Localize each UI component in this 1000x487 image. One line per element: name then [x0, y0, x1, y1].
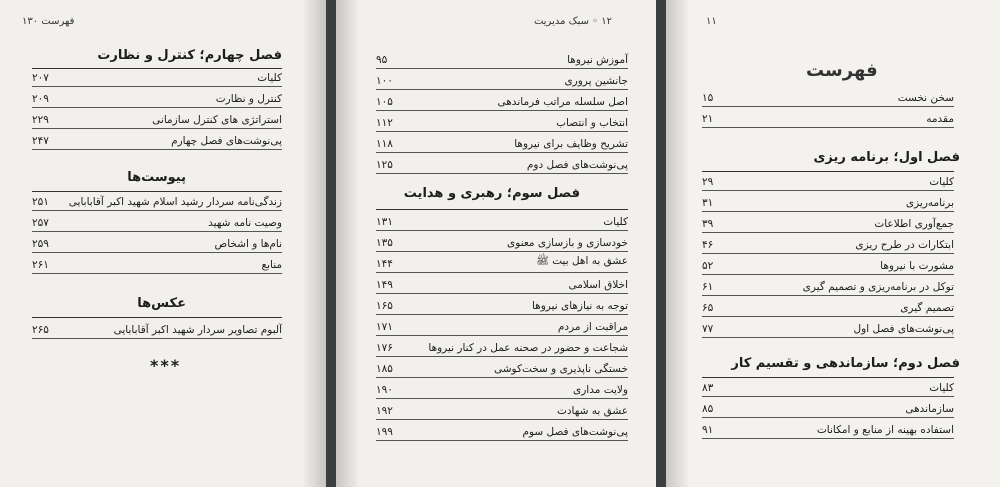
chapter-2-title: فصل دوم؛ سازماندهی و تقسیم کار [731, 356, 960, 371]
toc-row [376, 252, 628, 273]
toc-row [376, 336, 628, 357]
toc-entry-label: انتخاب و انتصاب [556, 117, 628, 129]
toc-entry-label: عشق به شهادت [556, 405, 628, 417]
toc-entry-label: مقدمه [926, 113, 954, 125]
toc-row [702, 275, 954, 296]
toc-page-number: ۱۰۰ [376, 75, 393, 87]
toc-entry-label: منابع [261, 259, 282, 271]
page-gutter-shadow [302, 0, 326, 487]
page-gutter-shadow [336, 0, 360, 487]
toc-entry-label: خستگی ناپذیری و سخت‌کوشی [493, 363, 628, 375]
toc-page-number: ۱۷۶ [376, 342, 393, 354]
page-gutter-shadow [666, 0, 690, 487]
toc-page-number: ۲۶۵ [32, 324, 49, 336]
toc-page-number: ۱۹۰ [376, 384, 393, 396]
toc-page-number: ۱۰۵ [376, 96, 393, 108]
toc-entry-label: ولایت مداری [573, 384, 628, 396]
toc-row [32, 87, 282, 108]
toc-entry-label: اصل سلسله مراتب فرماندهی [497, 96, 628, 108]
toc-page-number: ۱۳۱ [376, 216, 393, 228]
toc-entry-label: تصمیم گیری [900, 302, 954, 314]
middle-page [336, 0, 656, 487]
toc-entry-label: سخن نخست [897, 92, 954, 104]
running-head: ۱۲ ◦ سبک مدیریت [533, 16, 612, 27]
toc-row [376, 111, 628, 132]
toc-row [376, 315, 628, 336]
toc-entry-label: مراقبت از مردم [557, 321, 628, 333]
toc-page-number: ۹۱ [702, 424, 714, 436]
page-title: فهرست [806, 60, 878, 81]
toc-page-number: ۱۴۹ [376, 279, 393, 291]
toc-page-number: ۱۵ [702, 92, 714, 104]
toc-page-number: ۱۹۲ [376, 405, 393, 417]
toc-entry-label: کلیات [929, 176, 954, 188]
toc-entry-label: ابتکارات در طرح ریزی [855, 239, 954, 251]
toc-row [376, 231, 628, 252]
toc-row [32, 66, 282, 87]
toc-page-number: ۲۱ [702, 113, 714, 125]
toc-page-number: ۷۷ [702, 323, 714, 335]
toc-row [702, 86, 954, 107]
chapter-4-title: فصل چهارم؛ کنترل و نظارت [97, 48, 282, 63]
toc-entry-label: توکل در برنامه‌ریزی و تصمیم گیری [802, 281, 954, 293]
toc-page-number: ۱۱۲ [376, 117, 393, 129]
toc-row [376, 399, 628, 420]
toc-page-number: ۲۵۱ [32, 196, 49, 208]
toc-entry-label: استفاده بهینه از منابع و امکانات [816, 424, 954, 436]
toc-row [376, 357, 628, 378]
end-mark: *** [150, 356, 182, 375]
toc-page-number: ۱۸۵ [376, 363, 393, 375]
toc-entry-label: مشورت با نیروها [880, 260, 954, 272]
toc-entry-label: پی‌نوشت‌های فصل چهارم [171, 135, 282, 147]
toc-entry-label: کلیات [603, 216, 628, 228]
chapter-3-title: فصل سوم؛ رهبری و هدایت [403, 186, 580, 201]
toc-entry-label: آلبوم تصاویر سردار شهید اکبر آقابابایی [113, 324, 282, 336]
toc-entry-label: کنترل و نظارت [215, 93, 282, 105]
toc-entry-label: جانشین پروری [564, 75, 628, 87]
toc-page-number: ۲۴۷ [32, 135, 49, 147]
toc-page-number: ۱۲۵ [376, 159, 393, 171]
toc-entry-label: آموزش نیروها [567, 54, 628, 66]
toc-row [376, 153, 628, 174]
toc-row [702, 107, 954, 128]
toc-row [376, 69, 628, 90]
toc-row [702, 418, 954, 439]
toc-row [376, 132, 628, 153]
toc-entry-label: جمع‌آوری اطلاعات [874, 218, 954, 230]
right-page [666, 0, 1000, 487]
toc-entry-label: وصیت نامه شهید [208, 217, 282, 229]
toc-row [702, 376, 954, 397]
toc-entry-label: اخلاق اسلامی [568, 279, 628, 291]
left-page [0, 0, 326, 487]
toc-entry-label: پی‌نوشت‌های فصل دوم [526, 159, 628, 171]
toc-row [32, 190, 282, 211]
toc-row [32, 211, 282, 232]
toc-page-number: ۶۱ [702, 281, 714, 293]
toc-row [376, 273, 628, 294]
toc-row [702, 191, 954, 212]
toc-page-number: ۴۶ [702, 239, 714, 251]
toc-page-number: ۲۲۹ [32, 114, 49, 126]
toc-row [376, 90, 628, 111]
toc-entry-label: سازماندهی [905, 403, 954, 415]
toc-row [702, 254, 954, 275]
toc-entry-label: پی‌نوشت‌های فصل سوم [522, 426, 628, 438]
toc-page-number: ۳۹ [702, 218, 714, 230]
toc-page-number: ۱۶۵ [376, 300, 393, 312]
toc-page-number: ۳۱ [702, 197, 714, 209]
photos-title: عکس‌ها [137, 296, 186, 311]
toc-page-number: ۱۳۵ [376, 237, 393, 249]
toc-row [702, 317, 954, 338]
toc-row [702, 212, 954, 233]
toc-entry-label: استراتژی های کنترل سازمانی [152, 114, 282, 126]
toc-row [702, 397, 954, 418]
toc-entry-label: عشق به اهل بیت ﷺ [536, 255, 628, 267]
toc-row [376, 420, 628, 441]
toc-entry-label: توجه به نیازهای نیروها [531, 300, 628, 312]
toc-entry-label: شجاعت و حضور در صحنه عمل در کنار نیروها [428, 342, 628, 354]
toc-row [32, 253, 282, 274]
toc-page-number: ۸۳ [702, 382, 714, 394]
toc-row [702, 170, 954, 191]
toc-page-number: ۱۹۹ [376, 426, 393, 438]
running-head: فهرست ۱۳۰ [22, 16, 75, 27]
chapter-1-title: فصل اول؛ برنامه ریزی [813, 150, 960, 165]
toc-entry-label: نام‌ها و اشخاص [214, 238, 282, 250]
toc-row [376, 48, 628, 69]
toc-entry-label: خودسازی و بازسازی معنوی [507, 237, 628, 249]
toc-page-number: ۲۰۹ [32, 93, 49, 105]
toc-entry-label: تشریح وظایف برای نیروها [514, 138, 628, 150]
toc-row [376, 294, 628, 315]
running-head: ۱۱ [706, 16, 717, 27]
toc-row [702, 233, 954, 254]
toc-page-number: ۲۵۷ [32, 217, 49, 229]
appendices-title: پیوست‌ها [127, 170, 186, 185]
toc-row [702, 296, 954, 317]
toc-entry-label: زندگی‌نامه سردار رشید اسلام شهید اکبر آقابابایی [68, 196, 282, 208]
toc-page-number: ۸۵ [702, 403, 714, 415]
toc-row [376, 378, 628, 399]
toc-row [376, 210, 628, 231]
toc-page-number: ۲۰۷ [32, 72, 49, 84]
toc-page-number: ۲۵۹ [32, 238, 49, 250]
toc-entry-label: پی‌نوشت‌های فصل اول [853, 323, 954, 335]
toc-page-number: ۱۱۸ [376, 138, 393, 150]
toc-entry-label: کلیات [257, 72, 282, 84]
toc-entry-label: کلیات [929, 382, 954, 394]
toc-page-number: ۹۵ [376, 54, 388, 66]
toc-page-number: ۲۶۱ [32, 259, 49, 271]
toc-row [32, 232, 282, 253]
toc-entry-label: برنامه‌ریزی [905, 197, 954, 209]
toc-row [32, 108, 282, 129]
toc-row [32, 129, 282, 150]
toc-page-number: ۱۷۱ [376, 321, 393, 333]
toc-page-number: ۲۹ [702, 176, 714, 188]
toc-page-number: ۱۴۴ [376, 258, 393, 270]
toc-row [32, 318, 282, 339]
toc-page-number: ۶۵ [702, 302, 714, 314]
toc-page-number: ۵۲ [702, 260, 714, 272]
